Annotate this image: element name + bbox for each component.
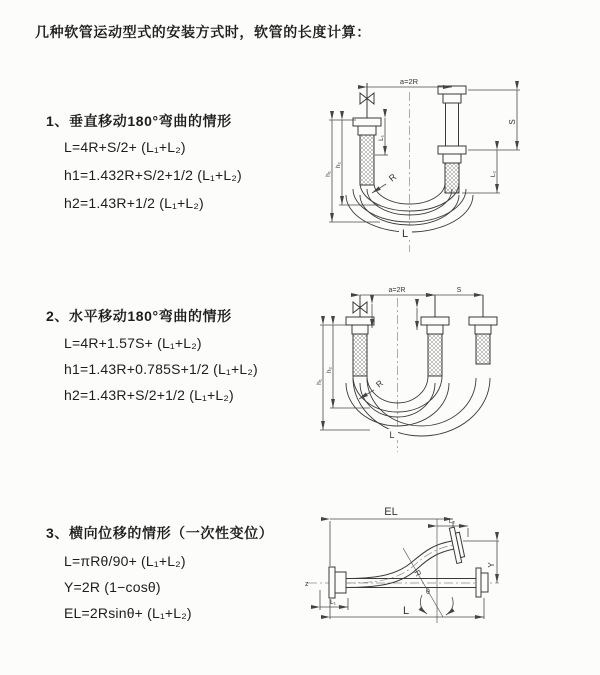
hose-and-fittings (329, 526, 488, 598)
dim-label-span: a=2R (388, 287, 406, 294)
dimension-lines (320, 295, 483, 430)
section-1-formulas (64, 133, 242, 217)
formula-line: L=4R+1.57S+ (L₁+L₂) (64, 335, 202, 351)
dim-label-s: S (508, 119, 517, 125)
formula-line: L=4R+S/2+ (L₁+L₂) (64, 139, 186, 155)
dim-label-l1: L₁ (330, 599, 336, 606)
section-1-heading: 1、垂直移动180°弯曲的情形 (46, 113, 232, 129)
length-label: L (402, 605, 410, 617)
section-3-formulas (64, 548, 192, 626)
dim-label-h1: h₁ (325, 171, 332, 177)
dim-label-y: Y (487, 562, 496, 568)
formula-line: Y=2R (1−cosθ) (64, 579, 161, 595)
radius-label: R (412, 568, 423, 579)
braided-section (353, 334, 367, 376)
section-2-heading: 2、水平移动180°弯曲的情形 (46, 308, 232, 324)
length-label: L (389, 430, 395, 440)
dim-label-l2: L₂ (490, 170, 497, 178)
angle-arrow (446, 597, 453, 615)
section-3-heading: 3、横向位移的情形（一次性变位） (46, 525, 274, 541)
formula-line: h1=1.432R+S/2+1/2 (L₁+L₂) (64, 167, 242, 183)
braided-section (428, 334, 442, 376)
formula-line: EL=2Rsinθ+ (L₁+L₂) (64, 605, 192, 621)
formula-line: h2=1.43R+S/2+1/2 (L₁+L₂) (64, 387, 234, 403)
formula-line: L=πRθ/90+ (L₁+L₂) (64, 553, 186, 569)
diagram-horizontal-180-bend (308, 282, 598, 460)
centerline-mark: z (305, 581, 309, 588)
dim-label-l2: L₂ (448, 518, 456, 525)
angle-arrow (420, 595, 427, 614)
radius-label: R (386, 171, 399, 184)
hose-wall (346, 549, 454, 588)
dim-label-span: a=2R (399, 77, 419, 86)
dim-label-h1: h₁ (316, 379, 323, 385)
hose-and-fittings (346, 295, 497, 436)
diagram-vertical-180-bend (312, 70, 597, 270)
section-2-formulas (64, 330, 258, 408)
formula-line: h1=1.43R+0.785S+1/2 (L₁+L₂) (64, 361, 258, 377)
braided-section (476, 334, 490, 364)
angle-label: θ (426, 589, 430, 596)
hose-arcs (346, 376, 490, 436)
hose-wall (346, 541, 452, 579)
dim-label-el: EL (384, 506, 398, 518)
dim-label-l1: L₁ (378, 135, 385, 141)
dim-label-s: S (456, 287, 462, 294)
dim-label-h2: h₂ (326, 366, 333, 374)
page-title: 几种软管运动型式的安装方式时，软管的长度计算： (35, 24, 371, 40)
braided-section (445, 163, 459, 193)
length-label: L (401, 228, 409, 240)
formula-line: h2=1.43R+1/2 (L₁+L₂) (64, 195, 204, 211)
dim-label-h2: h₂ (335, 161, 342, 169)
diagram-lateral-displacement (300, 495, 600, 670)
dimension-lines (320, 519, 499, 619)
braided-section (360, 135, 374, 185)
radius-label: R (373, 377, 385, 390)
